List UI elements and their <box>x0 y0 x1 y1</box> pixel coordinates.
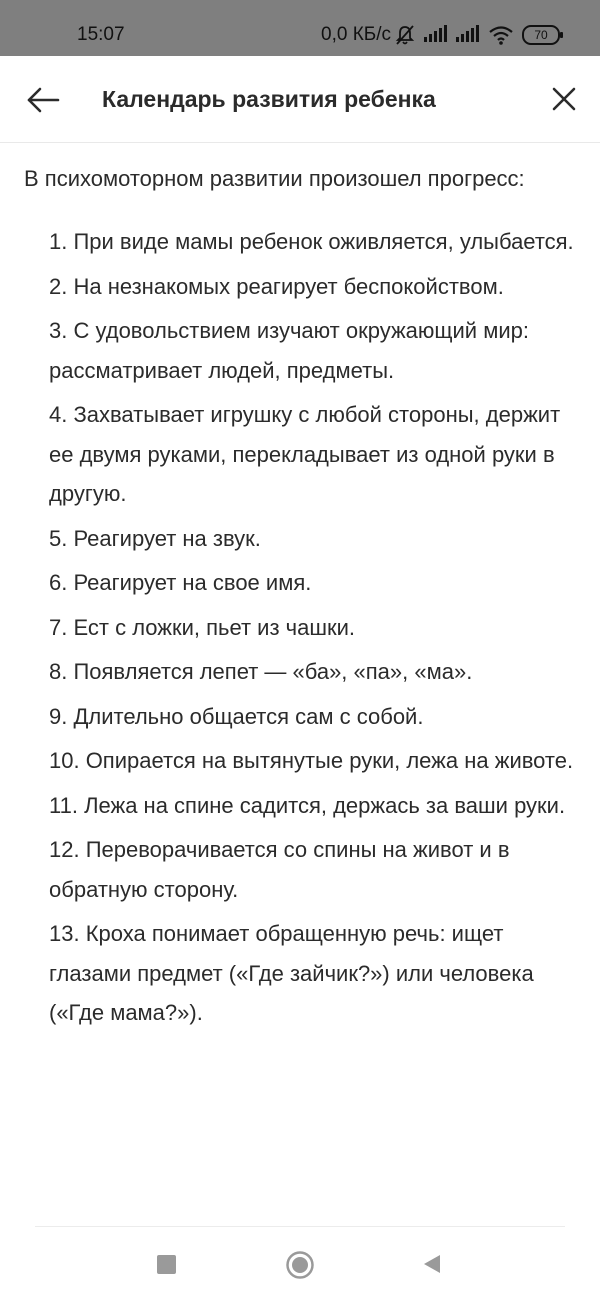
list-item: 2. На незнакомых реагирует беспокойством. <box>49 273 504 299</box>
list-item: 4. Захватывает игрушку с любой стороны, держит ее двумя руками, перекладывает из одной руки в другую. <box>49 402 561 506</box>
intro-text: В психомоторном развитии произошел прогресс: <box>24 166 525 191</box>
app-header <box>0 56 600 143</box>
back-triangle-icon[interactable] <box>420 1252 444 1276</box>
page-title: Календарь развития ребенка <box>102 86 436 112</box>
list-item: 9. Длительно общается сам с собой. <box>49 703 424 729</box>
list-item: 10. Опирается на вытянутые руки, лежа на животе. <box>49 748 574 773</box>
wifi-icon <box>488 24 514 46</box>
status-net-speed: 0,0 КБ/с <box>321 24 392 45</box>
recents-square-icon[interactable] <box>157 1255 176 1274</box>
mute-bell-icon <box>394 24 416 46</box>
battery-icon: 70 <box>522 25 560 45</box>
arrow-left-icon[interactable] <box>22 80 62 120</box>
home-circle-icon[interactable] <box>285 1250 315 1280</box>
divider <box>35 1226 565 1227</box>
system-nav-bar <box>0 1230 600 1299</box>
signal-icon <box>422 24 450 44</box>
list-item: 1. При виде мамы ребенок оживляется, улыбается. <box>49 229 574 254</box>
status-bar <box>0 0 600 56</box>
list-item: 5. Реагирует на звук. <box>49 525 261 551</box>
list-item: 12. Переворачивается со спины на живот и в обратную сторону. <box>49 837 510 902</box>
list-item: 11. Лежа на спине садится, держась за ваши руки. <box>49 792 566 818</box>
article-content <box>24 160 574 1038</box>
signal-icon <box>454 24 482 44</box>
list-item: 7. Ест с ложки, пьет из чашки. <box>49 614 356 640</box>
status-time: 15:07 <box>77 24 125 45</box>
close-icon[interactable] <box>545 80 585 120</box>
list-item: 13. Кроха понимает обращенную речь: ищет глазами предмет («Где зайчик?») или человека («Где мама?»). <box>49 921 534 1025</box>
milestone-list <box>24 222 574 1033</box>
list-item: 6. Реагирует на свое имя. <box>49 570 312 595</box>
list-item: 8. Появляется лепет — «ба», «па», «ма». <box>49 659 473 684</box>
list-item: 3. С удовольствием изучают окружающий мир: рассматривает людей, предметы. <box>49 318 529 383</box>
